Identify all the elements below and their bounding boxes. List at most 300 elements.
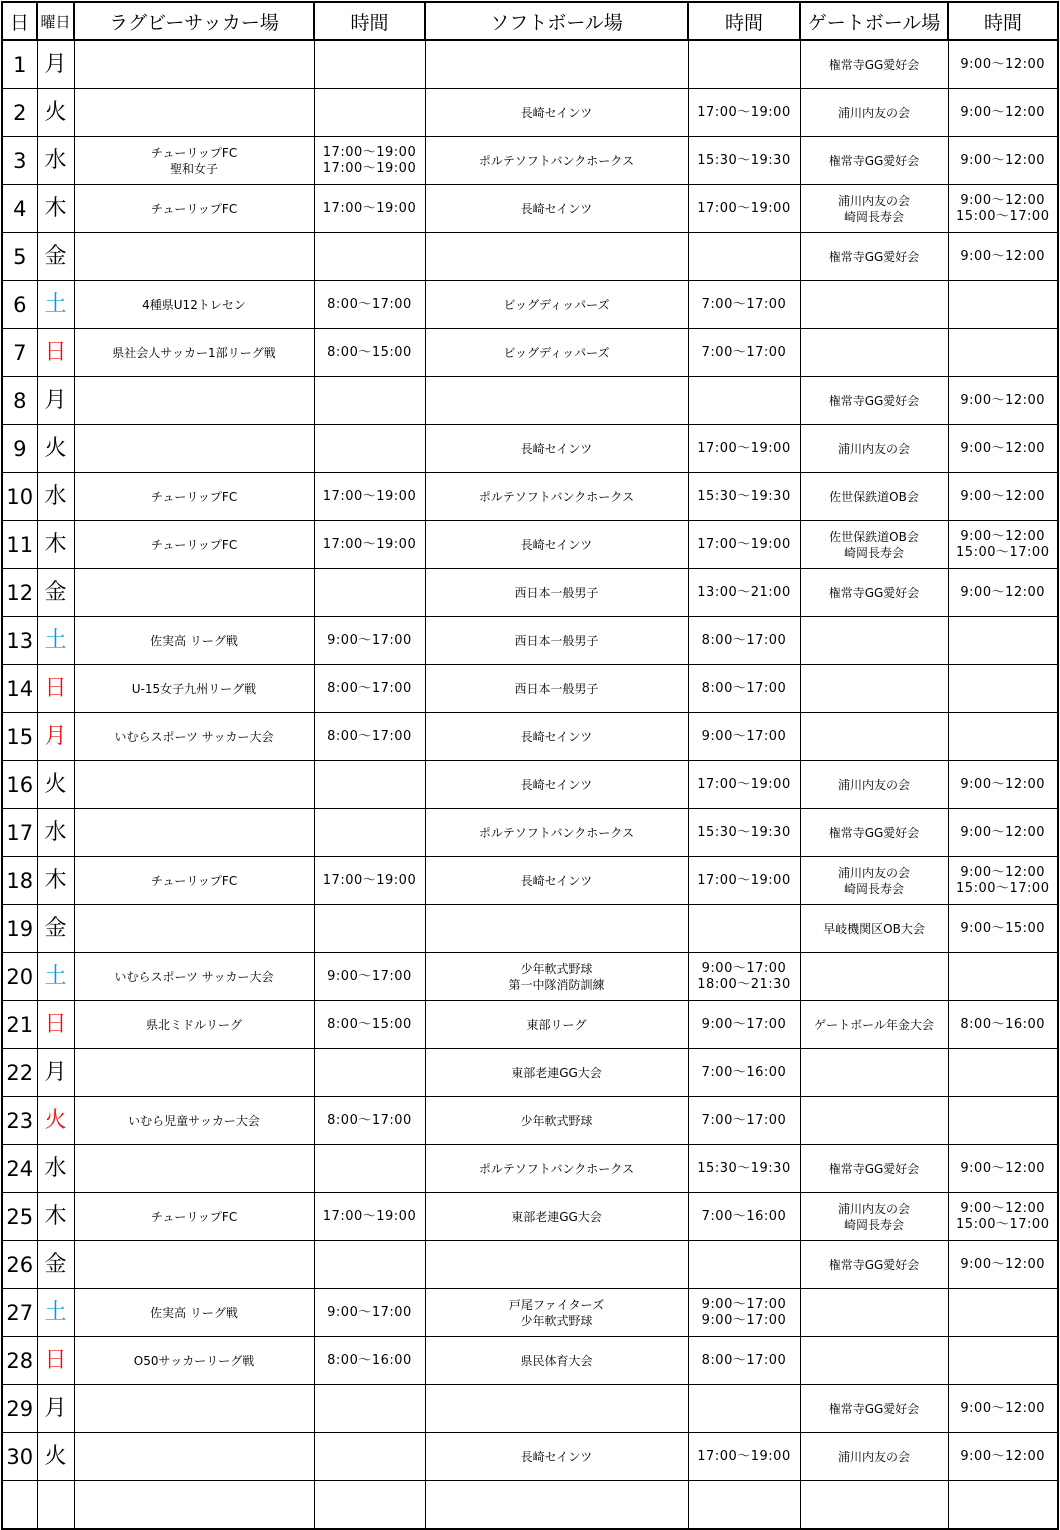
softball-time-cell [688, 713, 800, 761]
softball-cell [425, 953, 688, 1001]
table-row [2, 1193, 1058, 1241]
rugby-cell-line: 県社会人サッカー1部リーグ戦 [112, 345, 276, 360]
rugby-cell [74, 89, 314, 137]
gateball-cell [800, 473, 948, 521]
rugby-time-cell [314, 1097, 425, 1145]
gateball-cell [800, 377, 948, 425]
gateball-time-cell [948, 40, 1058, 89]
gateball-time-cell-line: 15:00～17:00 [956, 1216, 1050, 1232]
table-row [2, 569, 1058, 617]
rugby-time-cell [314, 569, 425, 617]
softball-time-cell-line: 7:00～17:00 [701, 1112, 787, 1128]
gateball-cell-line: 崎岡長寿会 [843, 1217, 904, 1232]
softball-time-cell-line: 17:00～19:00 [697, 440, 791, 456]
gateball-time-cell [948, 1481, 1058, 1530]
dow-cell: 日 [37, 329, 74, 377]
table-row [2, 953, 1058, 1001]
day-cell: 10 [2, 473, 37, 521]
rugby-time-cell [314, 329, 425, 377]
gateball-time-cell-line: 9:00～12:00 [960, 584, 1046, 600]
day-cell: 19 [2, 905, 37, 953]
softball-time-cell-line: 13:00～21:00 [697, 584, 791, 600]
softball-time-cell-line: 8:00～17:00 [701, 680, 787, 696]
softball-time-cell [688, 761, 800, 809]
softball-time-cell-line: 17:00～19:00 [697, 872, 791, 888]
softball-time-cell-line: 9:00～17:00 [701, 960, 787, 976]
day-cell: 25 [2, 1193, 37, 1241]
softball-cell-line: ポルテソフトバンクホークス [478, 1161, 635, 1176]
softball-cell [425, 809, 688, 857]
rugby-cell [74, 713, 314, 761]
gateball-cell [800, 1481, 948, 1530]
rugby-cell-line: チューリップFC [150, 537, 238, 552]
rugby-cell-line: 佐実高 リーグ戦 [150, 1305, 238, 1320]
gateball-cell [800, 665, 948, 713]
day-cell: 20 [2, 953, 37, 1001]
rugby-time-cell [314, 1193, 425, 1241]
softball-cell [425, 905, 688, 953]
softball-time-cell-line: 17:00～19:00 [697, 200, 791, 216]
header-gateball-time: 時間 [948, 2, 1058, 40]
day-cell [2, 1481, 37, 1530]
rugby-time-cell [314, 1481, 425, 1530]
gateball-time-cell [948, 521, 1058, 569]
rugby-cell [74, 617, 314, 665]
day-cell: 17 [2, 809, 37, 857]
gateball-cell [800, 809, 948, 857]
gateball-time-cell-line: 9:00～12:00 [960, 56, 1046, 72]
rugby-time-cell [314, 40, 425, 89]
header-dow: 曜日 [37, 2, 74, 40]
rugby-cell-line: いむら児童サッカー大会 [128, 1113, 260, 1128]
gateball-cell [800, 857, 948, 905]
softball-cell [425, 1145, 688, 1193]
softball-time-cell [688, 1337, 800, 1385]
table-row [2, 185, 1058, 233]
gateball-time-cell [948, 1337, 1058, 1385]
gateball-time-cell-line: 9:00～12:00 [960, 824, 1046, 840]
softball-cell-line: 長崎セインツ [520, 201, 593, 216]
dow-cell: 木 [37, 521, 74, 569]
rugby-time-cell-line: 17:00～19:00 [322, 160, 417, 176]
dow-cell: 火 [37, 1433, 74, 1481]
softball-time-cell-line: 8:00～17:00 [701, 1352, 787, 1368]
softball-time-cell [688, 425, 800, 473]
softball-cell [425, 1193, 688, 1241]
gateball-cell [800, 40, 948, 89]
gateball-cell-line: ゲートボール年金大会 [814, 1017, 934, 1032]
softball-cell [425, 1337, 688, 1385]
softball-time-cell [688, 40, 800, 89]
rugby-cell-line: いむらスポーツ サッカー大会 [114, 729, 274, 744]
softball-cell-line: 県民体育大会 [520, 1353, 593, 1368]
softball-cell-line: 長崎セインツ [520, 1449, 593, 1464]
dow-cell: 水 [37, 137, 74, 185]
gateball-cell [800, 521, 948, 569]
dow-cell: 木 [37, 185, 74, 233]
day-cell: 16 [2, 761, 37, 809]
gateball-time-cell-line: 9:00～15:00 [960, 920, 1046, 936]
rugby-cell [74, 1433, 314, 1481]
rugby-time-cell [314, 185, 425, 233]
schedule-table [1, 1, 1059, 1530]
gateball-cell [800, 1049, 948, 1097]
rugby-cell-line: チューリップFC [150, 489, 238, 504]
softball-time-cell-line: 9:00～17:00 [701, 1312, 787, 1328]
dow-cell: 土 [37, 281, 74, 329]
gateball-time-cell-line: 9:00～12:00 [960, 488, 1046, 504]
rugby-time-cell-line: 9:00～17:00 [327, 632, 412, 648]
rugby-time-cell-line: 17:00～19:00 [322, 144, 417, 160]
rugby-cell [74, 905, 314, 953]
dow-cell: 土 [37, 617, 74, 665]
softball-cell [425, 665, 688, 713]
rugby-cell-line: U-15女子九州リーグ戦 [131, 681, 257, 696]
rugby-time-cell [314, 809, 425, 857]
gateball-time-cell-line: 9:00～12:00 [960, 1160, 1046, 1176]
dow-cell: 月 [37, 40, 74, 89]
dow-cell: 金 [37, 1241, 74, 1289]
softball-cell-line: ポルテソフトバンクホークス [478, 153, 635, 168]
gateball-cell [800, 1145, 948, 1193]
table-row [2, 1289, 1058, 1337]
rugby-time-cell-line: 8:00～17:00 [327, 1112, 412, 1128]
table-row [2, 857, 1058, 905]
dow-cell: 月 [37, 1385, 74, 1433]
softball-cell-line: ポルテソフトバンクホークス [478, 489, 635, 504]
gateball-time-cell [948, 233, 1058, 281]
rugby-cell [74, 185, 314, 233]
rugby-time-cell-line: 17:00～19:00 [322, 488, 417, 504]
table-row [2, 233, 1058, 281]
gateball-time-cell [948, 857, 1058, 905]
gateball-time-cell-line: 9:00～12:00 [960, 152, 1046, 168]
gateball-time-cell-line: 9:00～12:00 [960, 528, 1046, 544]
gateball-cell [800, 329, 948, 377]
softball-cell [425, 137, 688, 185]
gateball-cell-line: 浦川内友の会 [837, 105, 910, 120]
softball-cell-line: 第一中隊消防訓練 [508, 977, 605, 992]
gateball-cell [800, 1385, 948, 1433]
header-day: 日 [2, 2, 37, 40]
softball-time-cell [688, 1433, 800, 1481]
softball-time-cell [688, 857, 800, 905]
gateball-time-cell [948, 953, 1058, 1001]
rugby-cell-line: チューリップFC [150, 873, 238, 888]
table-row [2, 521, 1058, 569]
gateball-cell-line: 浦川内友の会 [837, 1449, 910, 1464]
table-row [2, 1433, 1058, 1481]
softball-time-cell [688, 281, 800, 329]
day-cell: 7 [2, 329, 37, 377]
softball-cell-line: 東部老連GG大会 [511, 1209, 602, 1224]
day-cell: 30 [2, 1433, 37, 1481]
gateball-time-cell [948, 89, 1058, 137]
gateball-cell-line: 権常寺GG愛好会 [828, 153, 920, 168]
table-row [2, 905, 1058, 953]
softball-cell [425, 1241, 688, 1289]
gateball-time-cell [948, 1049, 1058, 1097]
softball-time-cell-line: 9:00～17:00 [701, 1296, 787, 1312]
table-row [2, 137, 1058, 185]
gateball-cell-line: 早岐機関区OB大会 [823, 921, 925, 936]
table-row [2, 1385, 1058, 1433]
day-cell: 4 [2, 185, 37, 233]
gateball-time-cell [948, 185, 1058, 233]
softball-time-cell-line: 17:00～19:00 [697, 536, 791, 552]
rugby-cell-line: 聖和女子 [169, 161, 218, 176]
rugby-cell-line: チューリップFC [150, 201, 238, 216]
day-cell: 24 [2, 1145, 37, 1193]
dow-cell [37, 1481, 74, 1530]
softball-cell [425, 233, 688, 281]
gateball-cell [800, 617, 948, 665]
softball-time-cell-line: 9:00～17:00 [701, 1016, 787, 1032]
gateball-time-cell [948, 329, 1058, 377]
gateball-cell [800, 89, 948, 137]
gateball-cell-line: 権常寺GG愛好会 [828, 1401, 920, 1416]
gateball-time-cell [948, 137, 1058, 185]
softball-time-cell-line: 7:00～16:00 [701, 1208, 787, 1224]
rugby-time-cell [314, 1049, 425, 1097]
day-cell: 8 [2, 377, 37, 425]
softball-time-cell-line: 7:00～17:00 [701, 296, 787, 312]
table-row [2, 1145, 1058, 1193]
gateball-cell [800, 185, 948, 233]
rugby-time-cell [314, 1145, 425, 1193]
rugby-time-cell-line: 8:00～16:00 [327, 1352, 412, 1368]
rugby-time-cell-line: 8:00～17:00 [327, 728, 412, 744]
softball-time-cell [688, 137, 800, 185]
softball-cell [425, 329, 688, 377]
softball-cell-line: 東部老連GG大会 [511, 1065, 602, 1080]
rugby-cell [74, 857, 314, 905]
gateball-time-cell [948, 569, 1058, 617]
gateball-cell-line: 浦川内友の会 [837, 865, 910, 880]
rugby-cell-line: いむらスポーツ サッカー大会 [114, 969, 274, 984]
table-row [2, 89, 1058, 137]
gateball-cell [800, 137, 948, 185]
rugby-cell [74, 1097, 314, 1145]
table-row [2, 809, 1058, 857]
dow-cell: 日 [37, 1337, 74, 1385]
rugby-cell [74, 569, 314, 617]
dow-cell: 火 [37, 761, 74, 809]
rugby-cell [74, 1337, 314, 1385]
softball-cell [425, 185, 688, 233]
rugby-time-cell [314, 233, 425, 281]
gateball-time-cell [948, 713, 1058, 761]
softball-time-cell [688, 1481, 800, 1530]
gateball-cell-line: 権常寺GG愛好会 [828, 393, 920, 408]
day-cell: 26 [2, 1241, 37, 1289]
softball-time-cell [688, 1385, 800, 1433]
rugby-cell [74, 473, 314, 521]
softball-cell [425, 1289, 688, 1337]
rugby-time-cell [314, 1385, 425, 1433]
dow-cell: 月 [37, 713, 74, 761]
softball-cell [425, 617, 688, 665]
rugby-time-cell [314, 1337, 425, 1385]
table-row [2, 425, 1058, 473]
gateball-cell [800, 281, 948, 329]
day-cell: 12 [2, 569, 37, 617]
rugby-time-cell [314, 1241, 425, 1289]
day-cell: 13 [2, 617, 37, 665]
rugby-time-cell [314, 1001, 425, 1049]
dow-cell: 火 [37, 89, 74, 137]
table-row [2, 713, 1058, 761]
rugby-cell [74, 1481, 314, 1530]
table-row [2, 1097, 1058, 1145]
rugby-time-cell [314, 425, 425, 473]
dow-cell: 月 [37, 377, 74, 425]
rugby-cell [74, 1001, 314, 1049]
gateball-cell [800, 569, 948, 617]
softball-cell [425, 713, 688, 761]
softball-time-cell [688, 1049, 800, 1097]
gateball-time-cell [948, 281, 1058, 329]
gateball-cell-line: 佐世保鉄道OB会 [829, 529, 919, 544]
rugby-cell-line: 県北ミドルリーグ [145, 1017, 242, 1032]
rugby-cell [74, 1385, 314, 1433]
gateball-time-cell-line: 9:00～12:00 [960, 1256, 1046, 1272]
gateball-time-cell-line: 15:00～17:00 [956, 880, 1050, 896]
softball-cell-line: 長崎セインツ [520, 537, 593, 552]
day-cell: 27 [2, 1289, 37, 1337]
rugby-time-cell [314, 713, 425, 761]
softball-time-cell-line: 15:30～19:30 [697, 152, 791, 168]
gateball-time-cell-line: 9:00～12:00 [960, 440, 1046, 456]
day-cell: 23 [2, 1097, 37, 1145]
dow-cell: 日 [37, 1001, 74, 1049]
gateball-cell-line: 浦川内友の会 [837, 1201, 910, 1216]
gateball-cell [800, 1193, 948, 1241]
dow-cell: 土 [37, 1289, 74, 1337]
softball-time-cell-line: 17:00～19:00 [697, 1448, 791, 1464]
rugby-cell [74, 761, 314, 809]
softball-cell [425, 569, 688, 617]
table-row [2, 1001, 1058, 1049]
softball-time-cell [688, 1097, 800, 1145]
softball-cell-line: 長崎セインツ [520, 105, 593, 120]
rugby-time-cell-line: 17:00～19:00 [322, 536, 417, 552]
rugby-time-cell [314, 89, 425, 137]
softball-time-cell-line: 9:00～17:00 [701, 728, 787, 744]
gateball-time-cell [948, 1097, 1058, 1145]
gateball-time-cell-line: 9:00～12:00 [960, 776, 1046, 792]
header-row [2, 2, 1058, 40]
gateball-cell [800, 1433, 948, 1481]
softball-time-cell [688, 329, 800, 377]
day-cell: 14 [2, 665, 37, 713]
rugby-cell-line: O50サッカーリーグ戦 [133, 1353, 255, 1368]
softball-time-cell-line: 17:00～19:00 [697, 104, 791, 120]
softball-cell-line: 西日本一般男子 [514, 633, 599, 648]
dow-cell: 木 [37, 857, 74, 905]
gateball-cell-line: 浦川内友の会 [837, 193, 910, 208]
rugby-cell [74, 281, 314, 329]
softball-time-cell [688, 1289, 800, 1337]
softball-time-cell-line: 18:00～21:30 [697, 976, 791, 992]
softball-time-cell [688, 521, 800, 569]
header-softball-time: 時間 [688, 2, 800, 40]
gateball-time-cell-line: 15:00～17:00 [956, 208, 1050, 224]
rugby-time-cell-line: 9:00～17:00 [327, 968, 412, 984]
gateball-cell-line: 権常寺GG愛好会 [828, 585, 920, 600]
softball-cell [425, 1481, 688, 1530]
softball-time-cell [688, 473, 800, 521]
rugby-time-cell [314, 953, 425, 1001]
softball-cell [425, 1049, 688, 1097]
rugby-cell-line: 4種県U12トレセン [142, 297, 246, 312]
gateball-time-cell [948, 665, 1058, 713]
gateball-cell [800, 425, 948, 473]
gateball-time-cell [948, 1433, 1058, 1481]
rugby-cell [74, 953, 314, 1001]
dow-cell: 火 [37, 1097, 74, 1145]
table-row [2, 281, 1058, 329]
day-cell: 9 [2, 425, 37, 473]
softball-time-cell [688, 1241, 800, 1289]
gateball-time-cell [948, 1289, 1058, 1337]
rugby-time-cell [314, 1433, 425, 1481]
day-cell: 15 [2, 713, 37, 761]
softball-cell-line: 戸尾ファイターズ [508, 1297, 605, 1312]
gateball-time-cell-line: 9:00～12:00 [960, 864, 1046, 880]
rugby-time-cell [314, 473, 425, 521]
softball-cell-line: 長崎セインツ [520, 729, 593, 744]
gateball-cell [800, 761, 948, 809]
softball-cell-line: 少年軟式野球 [520, 1313, 593, 1328]
table-row [2, 1049, 1058, 1097]
softball-cell-line: ビッグディッパーズ [503, 297, 610, 312]
softball-time-cell [688, 1001, 800, 1049]
rugby-cell [74, 377, 314, 425]
rugby-time-cell [314, 617, 425, 665]
header-gateball: ゲートボール場 [800, 2, 948, 40]
gateball-time-cell [948, 1193, 1058, 1241]
rugby-cell [74, 809, 314, 857]
dow-cell: 木 [37, 1193, 74, 1241]
table-row [2, 40, 1058, 89]
gateball-cell-line: 浦川内友の会 [837, 441, 910, 456]
dow-cell: 月 [37, 1049, 74, 1097]
rugby-time-cell-line: 8:00～17:00 [327, 296, 412, 312]
rugby-cell-line: 佐実高 リーグ戦 [150, 633, 238, 648]
table-row [2, 1241, 1058, 1289]
day-cell: 1 [2, 40, 37, 89]
rugby-time-cell [314, 377, 425, 425]
softball-cell-line: 東部リーグ [526, 1017, 587, 1032]
gateball-cell [800, 713, 948, 761]
softball-time-cell-line: 15:30～19:30 [697, 488, 791, 504]
table-row [2, 665, 1058, 713]
rugby-cell [74, 425, 314, 473]
gateball-time-cell [948, 473, 1058, 521]
table-row [2, 1337, 1058, 1385]
gateball-cell-line: 権常寺GG愛好会 [828, 825, 920, 840]
softball-cell [425, 857, 688, 905]
table-row [2, 329, 1058, 377]
rugby-time-cell [314, 521, 425, 569]
table-row [2, 617, 1058, 665]
softball-cell [425, 761, 688, 809]
rugby-time-cell [314, 857, 425, 905]
gateball-cell [800, 905, 948, 953]
softball-cell [425, 1385, 688, 1433]
day-cell: 28 [2, 1337, 37, 1385]
